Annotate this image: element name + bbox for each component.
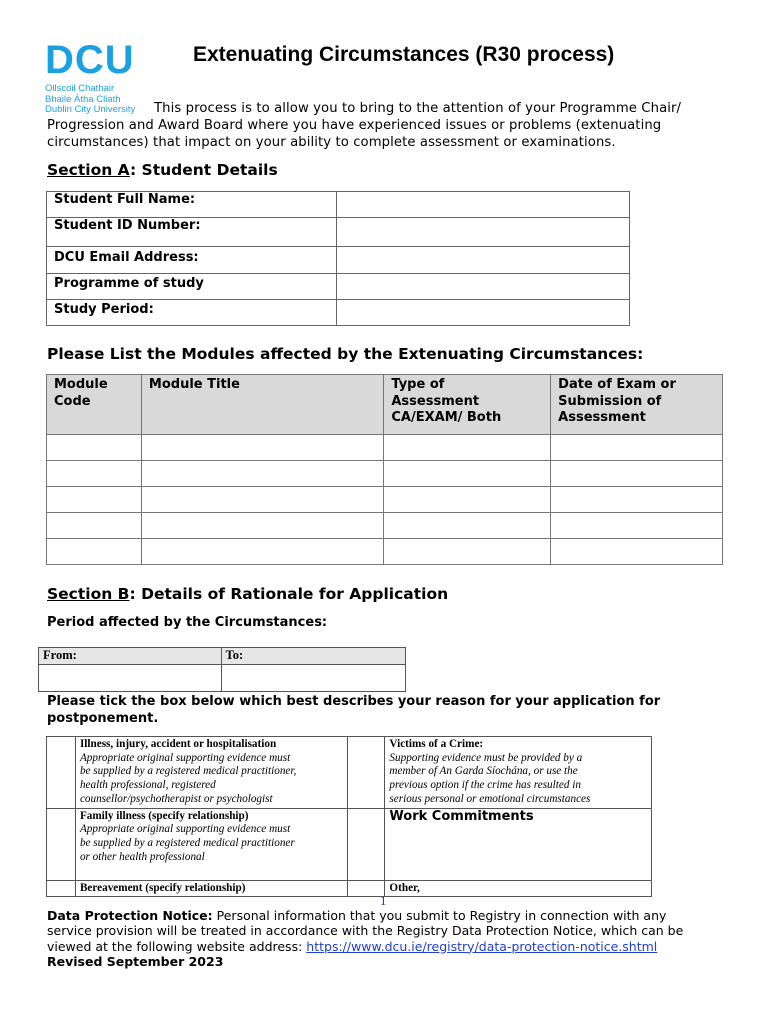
- table-row: [47, 274, 630, 300]
- crime-checkbox[interactable]: [347, 737, 385, 809]
- module-code-cell[interactable]: [47, 435, 142, 461]
- modules-heading: Please List the Modules affected by the Extenuating Circumstances:: [47, 345, 644, 363]
- assessment-type-cell[interactable]: [384, 539, 551, 565]
- assessment-type-cell[interactable]: [384, 487, 551, 513]
- section-b-heading: [47, 585, 448, 603]
- table-row: [47, 300, 630, 326]
- header-module-code: Module Code: [47, 375, 142, 435]
- table-row: [47, 487, 723, 513]
- section-b-title: : Details of Rationale for Application: [129, 585, 449, 603]
- intro-line-3: circumstances) that impact on your ability to complete assessment or examinations.: [47, 135, 616, 150]
- exam-date-cell[interactable]: [551, 487, 723, 513]
- logo-line-irish-2: Bhaile Átha Cliath: [45, 93, 121, 105]
- to-date-field[interactable]: [221, 665, 405, 692]
- student-name-label: Student Full Name:: [47, 192, 337, 218]
- student-id-label: Student ID Number:: [47, 218, 337, 247]
- table-row: [47, 435, 723, 461]
- module-code-cell[interactable]: [47, 461, 142, 487]
- period-header-row: [39, 648, 406, 665]
- study-period-label: Study Period:: [47, 300, 337, 326]
- module-code-cell[interactable]: [47, 487, 142, 513]
- exam-date-cell[interactable]: [551, 461, 723, 487]
- revised-date: Revised September 2023: [47, 953, 224, 969]
- from-label: From:: [39, 648, 222, 665]
- data-protection-link[interactable]: https://www.dcu.ie/registry/data-protection-notice.shtml: [306, 938, 658, 954]
- reason-work: Work Commitments: [385, 808, 652, 880]
- intro-line-1: This process is to allow you to bring to the attention of your Programme Chair/: [154, 101, 682, 116]
- module-title-cell[interactable]: [141, 435, 383, 461]
- assessment-type-cell[interactable]: [384, 461, 551, 487]
- work-checkbox[interactable]: [347, 808, 385, 880]
- section-a-label: Section A: [47, 161, 130, 179]
- student-name-field[interactable]: [336, 192, 629, 218]
- exam-date-cell[interactable]: [551, 435, 723, 461]
- module-code-cell[interactable]: [47, 513, 142, 539]
- reason-other: Other,: [385, 880, 652, 897]
- family-checkbox[interactable]: [47, 808, 76, 880]
- module-title-cell[interactable]: [141, 513, 383, 539]
- tick-instruction: [47, 693, 747, 727]
- exam-date-cell[interactable]: [551, 539, 723, 565]
- reason-family: Family illness (specify relationship) Appropriate original supporting evidence must be supplied by a registered medical practitioner or other health professional: [75, 808, 347, 880]
- section-b-label: Section B: [47, 585, 130, 603]
- logo-line-irish-1: Ollscoil Chathair: [45, 83, 115, 94]
- table-row: [47, 461, 723, 487]
- module-title-cell[interactable]: [141, 539, 383, 565]
- notice-line-1: Personal information that you submit to Registry in connection with any: [216, 908, 667, 923]
- study-period-field[interactable]: [336, 300, 629, 326]
- reasons-table: [46, 736, 652, 897]
- header-module-title: Module Title: [141, 375, 383, 435]
- assessment-type-cell[interactable]: [384, 435, 551, 461]
- programme-label: Programme of study: [47, 274, 337, 300]
- bereavement-checkbox[interactable]: [47, 880, 76, 897]
- modules-table: [46, 374, 723, 565]
- data-protection-notice: [47, 908, 737, 969]
- notice-line-3: viewed at the following website address:: [47, 938, 303, 954]
- student-id-field[interactable]: [336, 218, 629, 247]
- table-row: [47, 737, 652, 809]
- section-a-title: : Student Details: [129, 161, 278, 179]
- table-row: [47, 247, 630, 274]
- from-date-field[interactable]: [39, 665, 222, 692]
- to-label: To:: [221, 648, 405, 665]
- reason-illness: Illness, injury, accident or hospitalisation Appropriate original supporting evidence must be supplied by a registered medical practitioner, health professional, registered counsellor/psychotherapist or psychologist: [75, 737, 347, 809]
- reason-crime: Victims of a Crime: Supporting evidence must be provided by a member of An Garda Síochána, or use the previous option if the crime has resulted in serious personal or emotional circumstances: [385, 737, 652, 809]
- reason-bereavement: Bereavement (specify relationship): [75, 880, 347, 897]
- module-title-cell[interactable]: [141, 461, 383, 487]
- module-title-cell[interactable]: [141, 487, 383, 513]
- tick-instruction-line-1: Please tick the box below which best describes your reason for your application for: [47, 694, 661, 709]
- modules-header-row: [47, 375, 723, 435]
- page-number: 1: [380, 893, 387, 908]
- table-row: [47, 218, 630, 247]
- header-exam-date: Date of Exam or Submission of Assessment: [551, 375, 723, 435]
- email-label: DCU Email Address:: [47, 247, 337, 274]
- module-code-cell[interactable]: [47, 539, 142, 565]
- notice-label: Data Protection Notice:: [47, 908, 213, 923]
- table-row: [47, 192, 630, 218]
- assessment-type-cell[interactable]: [384, 513, 551, 539]
- logo-line-english: Dublin City University: [45, 104, 136, 115]
- email-field[interactable]: [336, 247, 629, 274]
- header-assessment-type: Type of Assessment CA/EXAM/ Both: [384, 375, 551, 435]
- student-details-table: [46, 191, 630, 326]
- table-row: [47, 513, 723, 539]
- tick-instruction-line-2: postponement.: [47, 711, 159, 726]
- table-row: [39, 665, 406, 692]
- notice-line-2: service provision will be treated in accordance with the Registry Data Protection Notice, which can be: [47, 923, 684, 939]
- exam-date-cell[interactable]: [551, 513, 723, 539]
- page-title: Extenuating Circumstances (R30 process): [193, 43, 615, 66]
- period-heading: Period affected by the Circumstances:: [47, 615, 328, 630]
- section-a-heading: [47, 161, 278, 179]
- logo-wordmark: DCU: [45, 38, 135, 82]
- table-row: [47, 880, 652, 897]
- intro-paragraph: [47, 100, 737, 151]
- period-table: [38, 647, 406, 692]
- table-row: [47, 539, 723, 565]
- intro-line-2: Progression and Award Board where you have experienced issues or problems (extenuating: [47, 118, 662, 133]
- table-row: [47, 808, 652, 880]
- illness-checkbox[interactable]: [47, 737, 76, 809]
- programme-field[interactable]: [336, 274, 629, 300]
